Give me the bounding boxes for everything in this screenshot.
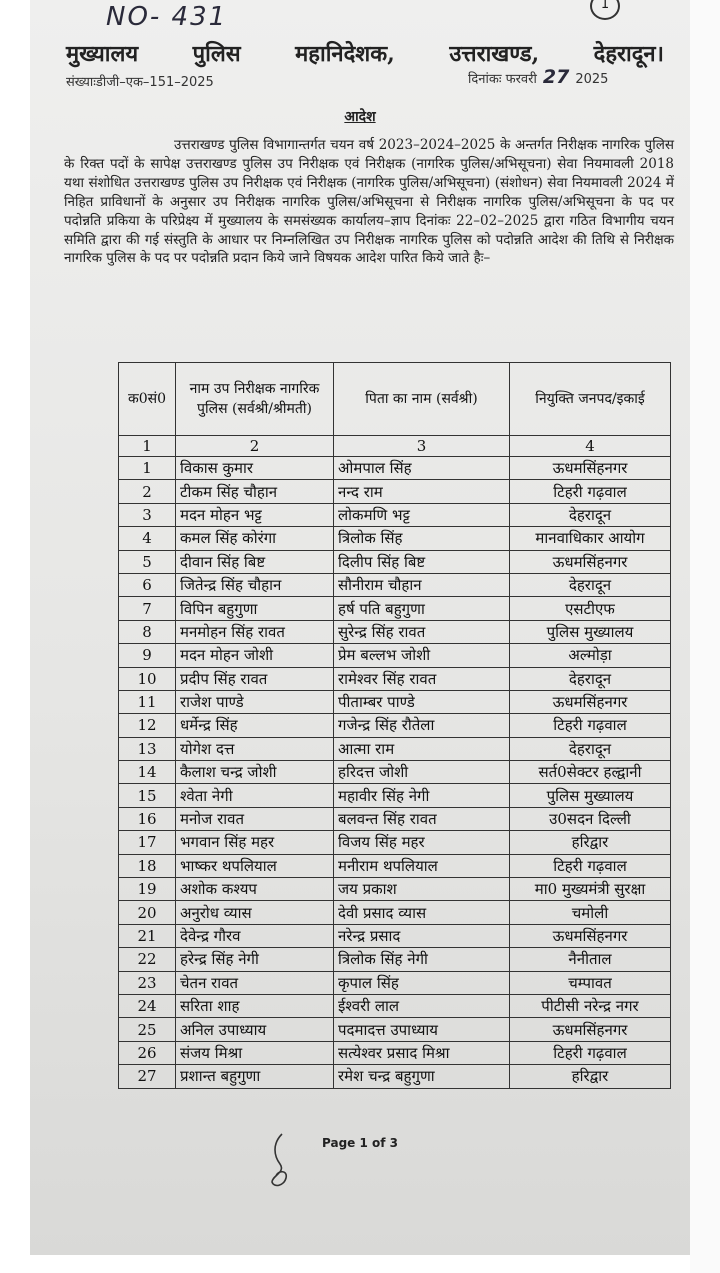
father-name-cell: सौनीराम चौहान	[334, 573, 510, 596]
table-row	[119, 924, 671, 947]
serial-cell: 26	[119, 1041, 176, 1064]
table-row	[119, 761, 671, 784]
serial-cell: 13	[119, 737, 176, 760]
father-name-cell: ओमपाल सिंह	[334, 457, 510, 480]
posting-cell: टिहरी गढ़वाल	[510, 1041, 671, 1064]
heading-word: उत्तराखण्ड,	[449, 41, 540, 67]
posting-cell: देहरादून	[510, 573, 671, 596]
col-header-unit: नियुक्ति जनपद/इकाई	[510, 363, 671, 436]
serial-cell: 16	[119, 807, 176, 830]
posting-cell: ऊधमसिंहनगर	[510, 1018, 671, 1041]
table-row	[119, 878, 671, 901]
serial-cell: 21	[119, 924, 176, 947]
name-cell: विपिन बहुगुणा	[176, 597, 334, 620]
posting-cell: देहरादून	[510, 503, 671, 526]
father-name-cell: हरिदत्त जोशी	[334, 761, 510, 784]
name-cell: कमल सिंह कोरंगा	[176, 527, 334, 550]
father-name-cell: ईश्वरी लाल	[334, 994, 510, 1017]
serial-cell: 25	[119, 1018, 176, 1041]
serial-cell: 23	[119, 971, 176, 994]
signature-mark	[264, 1130, 304, 1190]
serial-cell: 8	[119, 620, 176, 643]
father-name-cell: नन्द राम	[334, 480, 510, 503]
index-cell: 4	[510, 436, 671, 457]
table-row	[119, 690, 671, 713]
father-name-cell: विजय सिंह महर	[334, 831, 510, 854]
posting-cell: मानवाधिकार आयोग	[510, 527, 671, 550]
posting-cell: उ0सदन दिल्ली	[510, 807, 671, 830]
serial-cell: 15	[119, 784, 176, 807]
name-cell: देवेन्द्र गौरव	[176, 924, 334, 947]
name-cell: भाष्कर थपलियाल	[176, 854, 334, 877]
table-row	[119, 948, 671, 971]
serial-cell: 22	[119, 948, 176, 971]
table-row	[119, 597, 671, 620]
father-name-cell: पीताम्बर पाण्डे	[334, 690, 510, 713]
serial-cell: 10	[119, 667, 176, 690]
serial-cell: 11	[119, 690, 176, 713]
father-name-cell: जय प्रकाश	[334, 878, 510, 901]
serial-cell: 6	[119, 573, 176, 596]
table-row	[119, 527, 671, 550]
serial-cell: 3	[119, 503, 176, 526]
posting-cell: टिहरी गढ़वाल	[510, 854, 671, 877]
serial-cell: 20	[119, 901, 176, 924]
table-header-row	[119, 363, 671, 436]
father-name-cell: आत्मा राम	[334, 737, 510, 760]
posting-cell: एसटीएफ	[510, 597, 671, 620]
name-cell: कैलाश चन्द्र जोशी	[176, 761, 334, 784]
name-cell: संजय मिश्रा	[176, 1041, 334, 1064]
table-row	[119, 1065, 671, 1088]
table-row	[119, 737, 671, 760]
name-cell: राजेश पाण्डे	[176, 690, 334, 713]
father-name-cell: प्रेम बल्लभ जोशी	[334, 644, 510, 667]
father-name-cell: रामेश्वर सिंह रावत	[334, 667, 510, 690]
father-name-cell: त्रिलोक सिंह	[334, 527, 510, 550]
order-date	[468, 66, 608, 88]
table-row	[119, 1018, 671, 1041]
serial-cell: 7	[119, 597, 176, 620]
serial-cell: 19	[119, 878, 176, 901]
name-cell: मनोज रावत	[176, 807, 334, 830]
name-cell: धर्मेन्द्र सिंह	[176, 714, 334, 737]
father-name-cell: देवी प्रसाद व्यास	[334, 901, 510, 924]
handwritten-number: NO- 431	[106, 2, 228, 32]
date-label: दिनांकः फरवरी	[468, 72, 537, 87]
index-cell: 3	[334, 436, 510, 457]
table-row	[119, 831, 671, 854]
col-header-sno: क0सं0	[119, 363, 176, 436]
father-name-cell: गजेन्द्र सिंह रौतेला	[334, 714, 510, 737]
father-name-cell: महावीर सिंह नेगी	[334, 784, 510, 807]
table-row	[119, 807, 671, 830]
serial-cell: 5	[119, 550, 176, 573]
posting-cell: नैनीताल	[510, 948, 671, 971]
name-cell: चेतन रावत	[176, 971, 334, 994]
table-row	[119, 480, 671, 503]
father-name-cell: दिलीप सिंह बिष्ट	[334, 550, 510, 573]
name-cell: प्रदीप सिंह रावत	[176, 667, 334, 690]
serial-cell: 27	[119, 1065, 176, 1088]
name-cell: भगवान सिंह महर	[176, 831, 334, 854]
table-row	[119, 1041, 671, 1064]
posting-cell: चमोली	[510, 901, 671, 924]
serial-cell: 24	[119, 994, 176, 1017]
posting-cell: मा0 मुख्यमंत्री सुरक्षा	[510, 878, 671, 901]
index-cell: 1	[119, 436, 176, 457]
table-row	[119, 667, 671, 690]
order-paragraph	[64, 136, 674, 268]
date-day: 27	[542, 66, 570, 88]
posting-cell: ऊधमसिंहनगर	[510, 550, 671, 573]
paragraph-text: उत्तराखण्ड पुलिस विभागान्तर्गत चयन वर्ष 2023–2024–2025 के अन्तर्गत निरीक्षक नागरिक पुलिस के रिक्त पदों के सापेक्ष उत्तराखण्ड पुलिस उप निरीक्षक एवं निरीक्षक (नागरिक पुलिस/अभिसूचना) सेवा नियमावली 2018 यथा संशोधित उत्तराखण्ड पुलिस उप निरीक्षक एवं निरीक्षक (नागरिक पुलिस/अभिसूचना) (संशोधन) सेवा नियमावली 2024 में निहित प्राविधानों के अनुसार उप निरीक्षक नागरिक पुलिस/अभिसूचना से निरीक्षक नागरिक पुलिस/अभिसूचना के पद पर पदोन्नति प्रकिया के परिप्रेक्ष्य में मुख्यालय के समसंख्यक कार्यालय–ज्ञाप दिनांकः 22–02–2025 द्वारा गठित विभागीय चयन समिति द्वारा की गई संस्तुति के आधार पर निम्नलिखित उप निरीक्षक नागरिक पुलिस को पदोन्नति आदेश की तिथि से निरीक्षक नागरिक पुलिस के पद पर पदोन्नति प्रदान किये जाने विषयक आदेश पारित किये जाते हैः–	[64, 137, 674, 267]
name-cell: जितेन्द्र सिंह चौहान	[176, 573, 334, 596]
page-margin	[690, 0, 720, 1273]
headquarters-heading	[66, 38, 664, 68]
name-cell: हरेन्द्र सिंह नेगी	[176, 948, 334, 971]
posting-cell: देहरादून	[510, 737, 671, 760]
posting-cell: टिहरी गढ़वाल	[510, 714, 671, 737]
posting-cell: ऊधमसिंहनगर	[510, 457, 671, 480]
reference-number: संख्याःडीजी–एक–151–2025	[66, 75, 214, 90]
serial-cell: 14	[119, 761, 176, 784]
serial-cell: 18	[119, 854, 176, 877]
posting-cell: ऊधमसिंहनगर	[510, 690, 671, 713]
posting-cell: हरिद्वार	[510, 1065, 671, 1088]
table-row	[119, 784, 671, 807]
heading-word: देहरादून।	[593, 41, 664, 67]
father-name-cell: बलवन्त सिंह रावत	[334, 807, 510, 830]
col-header-name: नाम उप निरीक्षक नागरिक पुलिस (सर्वश्री/श्रीमती)	[176, 363, 334, 436]
col-header-father: पिता का नाम (सर्वश्री)	[334, 363, 510, 436]
name-cell: मनमोहन सिंह रावत	[176, 620, 334, 643]
order-title: आदेश	[344, 109, 376, 125]
heading-word: महानिदेशक,	[295, 41, 395, 67]
serial-cell: 1	[119, 457, 176, 480]
table-row	[119, 901, 671, 924]
name-cell: विकास कुमार	[176, 457, 334, 480]
name-cell: अशोक कश्यप	[176, 878, 334, 901]
father-name-cell: पदमादत्त उपाध्याय	[334, 1018, 510, 1041]
date-year: 2025	[575, 72, 609, 87]
page-mark: 1	[590, 0, 620, 20]
table-row	[119, 644, 671, 667]
serial-cell: 4	[119, 527, 176, 550]
column-index-row	[119, 436, 671, 457]
name-cell: मदन मोहन जोशी	[176, 644, 334, 667]
heading-word: मुख्यालय	[66, 41, 139, 67]
name-cell: योगेश दत्त	[176, 737, 334, 760]
name-cell: श्वेता नेगी	[176, 784, 334, 807]
posting-cell: हरिद्वार	[510, 831, 671, 854]
posting-cell: पीटीसी नरेन्द्र नगर	[510, 994, 671, 1017]
page-footer: Page 1 of 3	[322, 1136, 398, 1150]
serial-cell: 17	[119, 831, 176, 854]
index-cell: 2	[176, 436, 334, 457]
father-name-cell: नरेन्द्र प्रसाद	[334, 924, 510, 947]
serial-cell: 9	[119, 644, 176, 667]
serial-cell: 12	[119, 714, 176, 737]
father-name-cell: मनीराम थपलियाल	[334, 854, 510, 877]
name-cell: प्रशान्त बहुगुणा	[176, 1065, 334, 1088]
table-row	[119, 550, 671, 573]
father-name-cell: सुरेन्द्र सिंह रावत	[334, 620, 510, 643]
posting-cell: पुलिस मुख्यालय	[510, 620, 671, 643]
name-cell: अनिल उपाध्याय	[176, 1018, 334, 1041]
posting-cell: ऊधमसिंहनगर	[510, 924, 671, 947]
table-row	[119, 503, 671, 526]
table-row	[119, 971, 671, 994]
posting-cell: चम्पावत	[510, 971, 671, 994]
table-row	[119, 457, 671, 480]
father-name-cell: त्रिलोक सिंह नेगी	[334, 948, 510, 971]
table-row	[119, 573, 671, 596]
posting-cell: सर्त0सेक्टर हल्द्वानी	[510, 761, 671, 784]
father-name-cell: सत्येश्वर प्रसाद मिश्रा	[334, 1041, 510, 1064]
table-row	[119, 854, 671, 877]
name-cell: सरिता शाह	[176, 994, 334, 1017]
name-cell: दीवान सिंह बिष्ट	[176, 550, 334, 573]
name-cell: मदन मोहन भट्ट	[176, 503, 334, 526]
father-name-cell: रमेश चन्द्र बहुगुणा	[334, 1065, 510, 1088]
table-row	[119, 714, 671, 737]
table-row	[119, 994, 671, 1017]
promotion-table	[118, 362, 671, 1089]
posting-cell: देहरादून	[510, 667, 671, 690]
posting-cell: पुलिस मुख्यालय	[510, 784, 671, 807]
posting-cell: टिहरी गढ़वाल	[510, 480, 671, 503]
posting-cell: अल्मोड़ा	[510, 644, 671, 667]
table-row	[119, 620, 671, 643]
name-cell: अनुरोध व्यास	[176, 901, 334, 924]
father-name-cell: हर्ष पति बहुगुणा	[334, 597, 510, 620]
name-cell: टीकम सिंह चौहान	[176, 480, 334, 503]
father-name-cell: लोकमणि भट्ट	[334, 503, 510, 526]
serial-cell: 2	[119, 480, 176, 503]
father-name-cell: कृपाल सिंह	[334, 971, 510, 994]
heading-word: पुलिस	[192, 41, 241, 67]
